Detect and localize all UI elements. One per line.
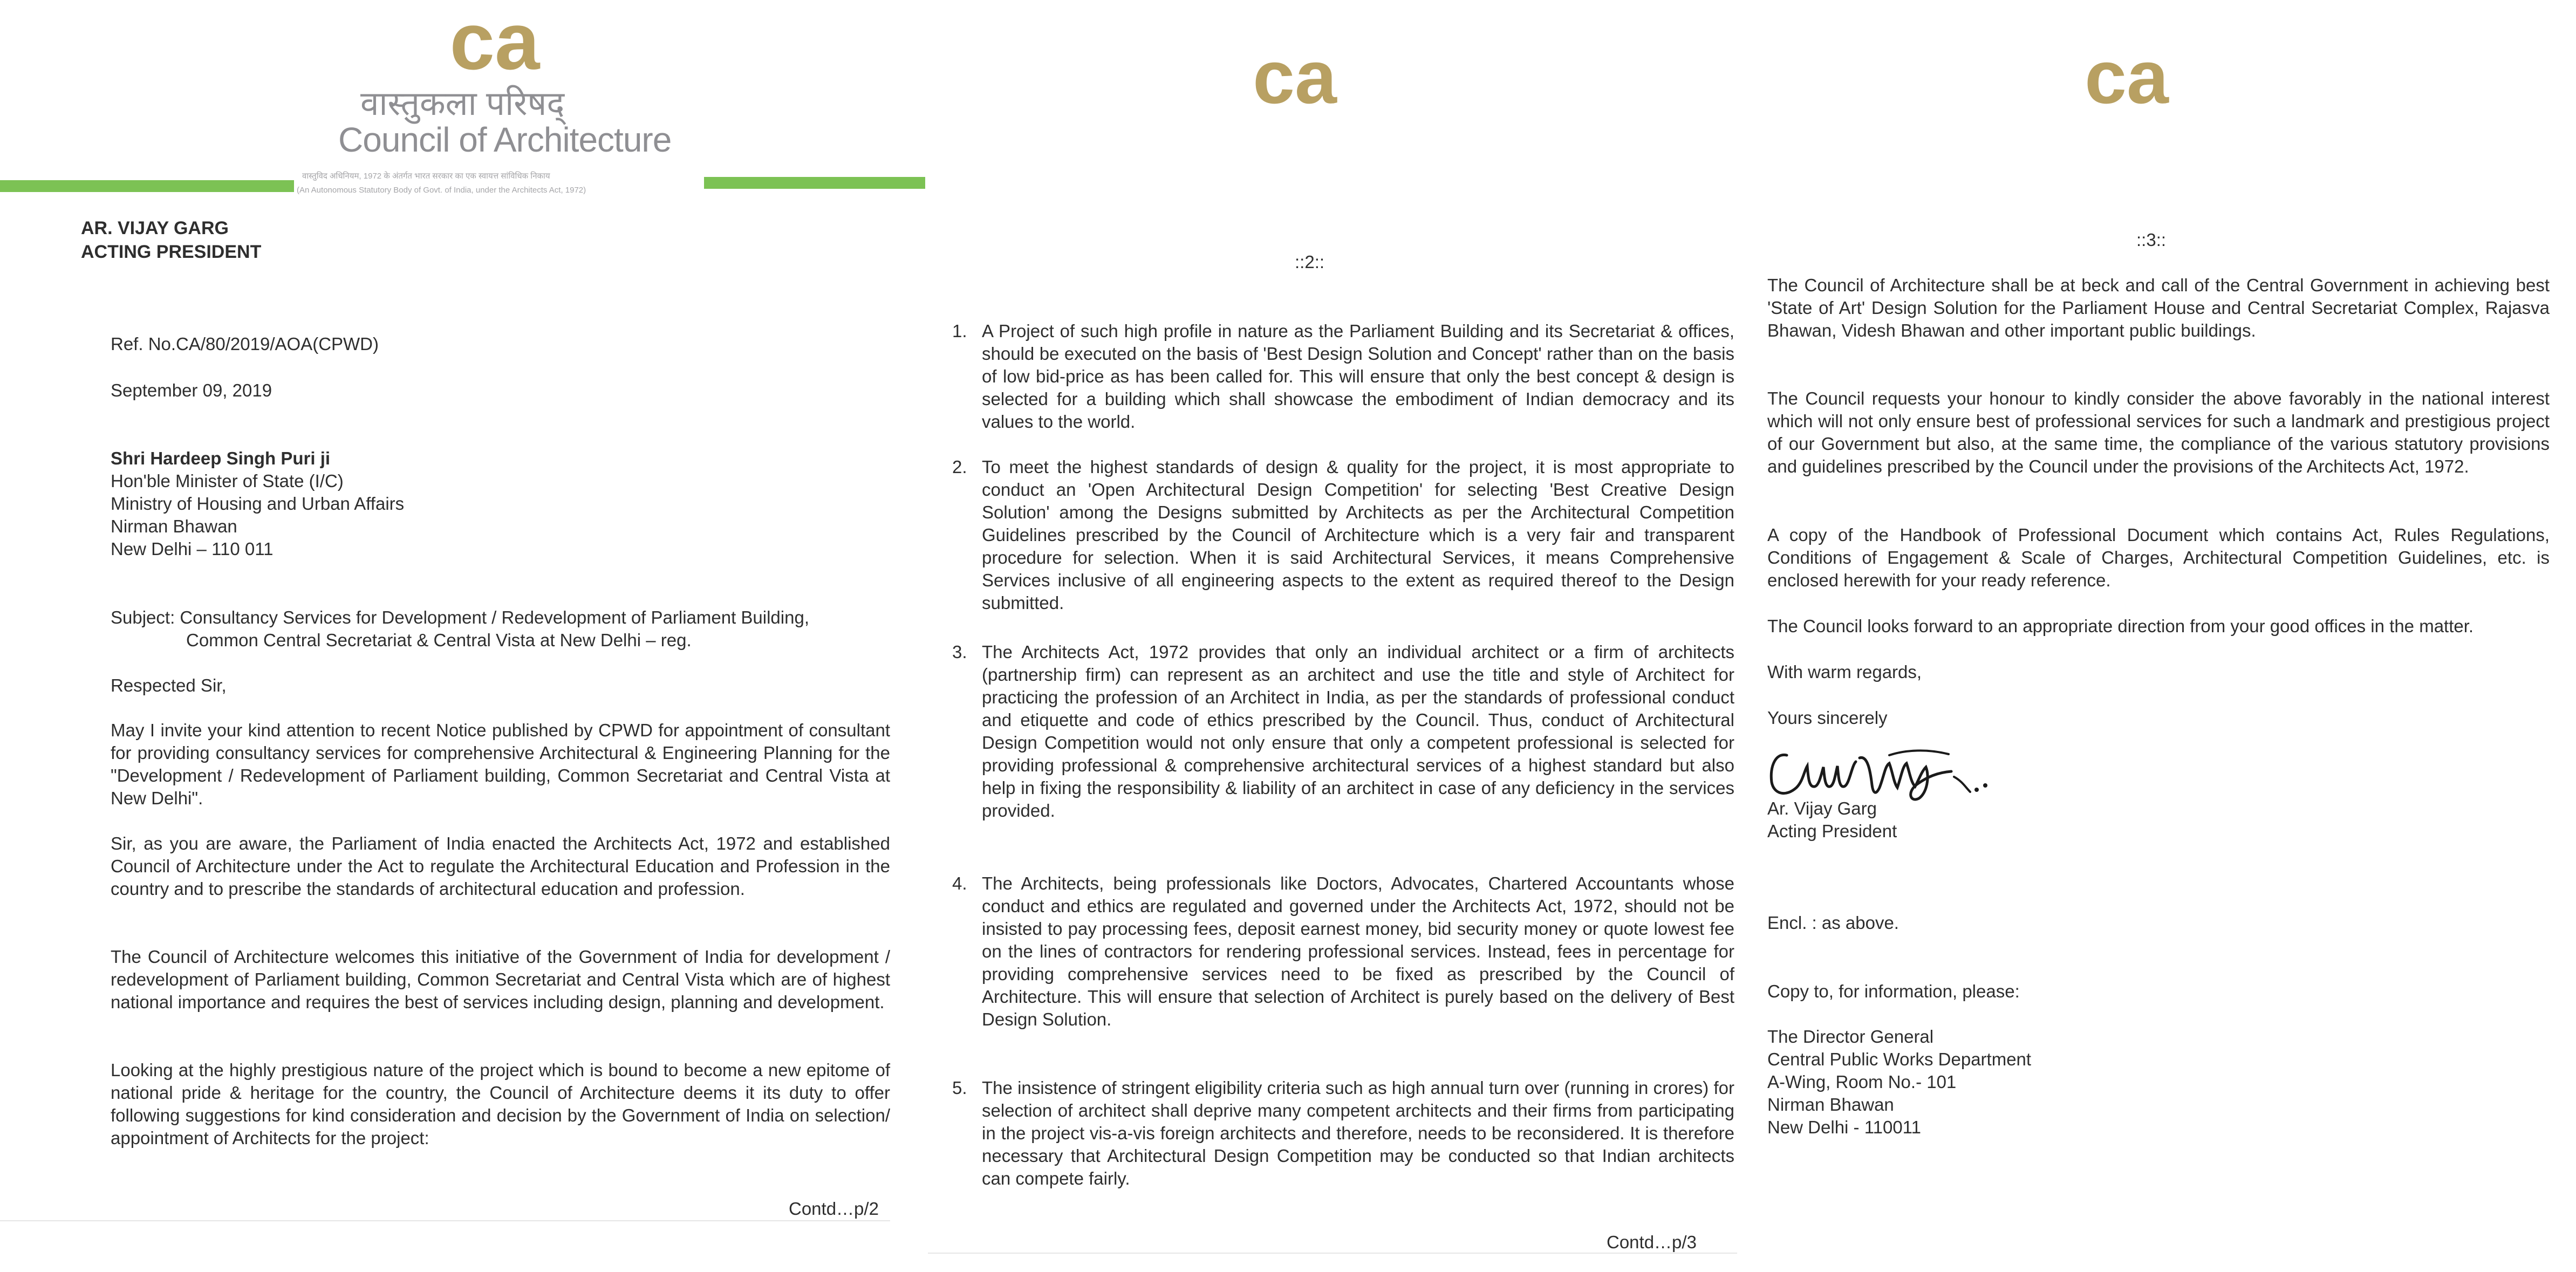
suggestion-2-number: 2.	[952, 457, 967, 477]
page-3-marker: ::3::	[2136, 230, 2167, 250]
suggestion-4-text: The Architects, being professionals like Doctors, Advocates, Chartered Accountants whose conduct and ethics are regulated and governed under the Architects Act, 1972, should not be insisted to pay processing fees, deposit earnest money, bid security money or quote lowest fee on the lines of contractors for rendering professional services. Instead, fees in percentage for providing comprehensive services need to be fixed as prescribed by the Council of Architecture. This will ensure that selection of Architect is purely based on the delivery of Best Design Solution.	[982, 873, 1734, 1029]
suggestion-4-number: 4.	[952, 873, 967, 893]
continued-page-2: Contd…p/2	[789, 1199, 879, 1219]
paragraph-architects-act: Sir, as you are aware, the Parliament of India enacted the Architects Act, 1972 and established Council of Architecture under the Act to regulate the Architectural Education and Profession in the country and to prescribe the standards of architectural education and profession.	[111, 833, 890, 899]
council-logo-page-3	[2067, 51, 2186, 111]
addressee-line-1: Hon'ble Minister of State (I/C)	[111, 471, 344, 491]
paragraph-welcome-initiative: The Council of Architecture welcomes this initiative of the Government of India for development / redevelopment of Parliament building, Common Secretariat and Central Vista which are of highest national importance and requires the best of services including design, planning and development.	[111, 947, 890, 1012]
letter-date: September 09, 2019	[111, 380, 272, 400]
letter-page-2	[928, 0, 1753, 1272]
page-1-bottom-rule	[0, 1220, 890, 1221]
enclosure-note: Encl. : as above.	[1767, 913, 1899, 933]
sender-name: AR. VIJAY GARG	[81, 218, 229, 238]
paragraph-looks-forward: The Council looks forward to an appropriate direction from your good offices in the matter.	[1767, 616, 2474, 636]
council-tagline-hindi: वास्तुविद अधिनियम, 1972 के अंतर्गत भारत सरकार का एक स्वायत्त सांविधिक निकाय	[302, 172, 550, 181]
paragraph-request: The Council requests your honour to kindly consider the above favorably in the national interest which will not only ensure best of professional services for such a landmark and prestigious project of our Government but also, at the same time, the compliance of the various statutory provisions and guidelines prescribed by the Council under the provisions of the Architects Act, 1972.	[1767, 388, 2550, 476]
suggestion-5-number: 5.	[952, 1078, 967, 1098]
paragraph-handbook: A copy of the Handbook of Professional Document which contains Act, Rules Regulations, Conditions of Engagement & Scale of Charges, Architectural Competition Guidelines, etc. is enclosed herewith for your ready reference.	[1767, 525, 2550, 590]
suggestion-3-text: The Architects Act, 1972 provides that only an individual architect or a firm of architects (partnership firm) can represent as an architect and use the title and style of Architect for practicing the profession of an Architect in India, as per the standards of professional conduct and etiquette and code of ethics prescribed by the Council. Thus, conduct of Architectural Design Competition would not only ensure that only a competent professional is selected for providing professional & comprehensive architectural services of a highest standard but also help in fixing the responsibility & liability of an architect in case of any deficiency in the services provided.	[982, 642, 1734, 820]
subject-line-2: Common Central Secretariat & Central Vista at New Delhi – reg.	[186, 630, 692, 650]
letter-page-1	[0, 0, 928, 1272]
cc-line-1: The Director General	[1767, 1027, 1934, 1047]
logo-ca-mark-page-3: ca	[2085, 51, 2169, 111]
sender-title: ACTING PRESIDENT	[81, 242, 262, 262]
logo-ca-mark: ca	[449, 15, 540, 77]
reference-number: Ref. No.CA/80/2019/AOA(CPWD)	[111, 334, 379, 354]
suggestion-2-text: To meet the highest standards of design & quality for the project, it is most appropriate to conduct an 'Open Architectural Design Competition' for selecting 'Best Creative Design Solution' among the Designs submitted by Architects as per the Architectural Competition Guidelines prescribed by the Council of Architecture which is a very fair and transparent procedure for selection. When it is said Architectural Services, it means Comprehensive Services inclusive of all engineering aspects to the extent as required thereof to the Design submitted.	[982, 457, 1734, 613]
paragraph-notice: May I invite your kind attention to recent Notice published by CPWD for appointment of consultant for providing consultancy services for comprehensive Architectural & Engineering Planning for the "Development / Redevelopment of Parliament building, Common Secretariat and Central Vista at New Delhi".	[111, 720, 890, 808]
council-hindi-name: वास्तुकला परिषद्	[360, 85, 565, 122]
paragraph-suggestions-intro: Looking at the highly prestigious nature of the project which is bound to become a new epitome of national pride & heritage for the country, the Council of Architecture deems it its duty to offer following suggestions for kind consideration and decision by the Government of India on selection/ appointment of Architects for the project:	[111, 1060, 890, 1148]
cc-line-4: Nirman Bhawan	[1767, 1095, 1894, 1114]
copy-to-heading: Copy to, for information, please:	[1767, 981, 2020, 1001]
logo-ca-mark-page-2: ca	[1253, 51, 1337, 111]
suggestion-5-text: The insistence of stringent eligibility criteria such as high annual turn over (running in crores) for selection of architect shall deprive many competent architects and their firms from participating in the project vis-a-vis foreign architects and therefore, needs to be reconsidered. It is therefore necessary that Architectural Design Competition may be conducted so that Indian architects can compete fairly.	[982, 1078, 1734, 1188]
letterhead-green-bar-left	[0, 180, 294, 192]
closing-yours-sincerely: Yours sincerely	[1767, 708, 1888, 728]
addressee-line-2: Ministry of Housing and Urban Affairs	[111, 494, 405, 514]
council-logo-page-2	[1235, 51, 1354, 111]
signatory-title: Acting President	[1767, 821, 1897, 841]
page-2-marker: ::2::	[1295, 252, 1325, 272]
continued-page-3: Contd…p/3	[1607, 1232, 1697, 1252]
paragraph-beck-and-call: The Council of Architecture shall be at beck and call of the Central Government in achieving best 'State of Art' Design Solution for the Parliament House and Central Secretariat Complex, Rajasva Bhawan, Videsh Bhawan and other important public buildings.	[1767, 275, 2550, 340]
suggestion-1-number: 1.	[952, 321, 967, 341]
subject-line-1: Subject: Consultancy Services for Development / Redevelopment of Parliament Building,	[111, 607, 809, 627]
council-english-name: Council of Architecture	[338, 120, 672, 159]
addressee-line-3: Nirman Bhawan	[111, 516, 237, 536]
letterhead-green-bar-right	[704, 177, 925, 189]
council-logo	[438, 15, 551, 77]
suggestion-1-text: A Project of such high profile in nature as the Parliament Building and its Secretariat & offices, should be executed on the basis of 'Best Design Solution and Concept' rather than on the basis of low bid-price as has been called for. This will ensure that only the best concept & design is selected for a building which shall showcase the embodiment of Indian democracy and its values to the world.	[982, 321, 1734, 432]
suggestion-3-number: 3.	[952, 642, 967, 662]
cc-line-2: Central Public Works Department	[1767, 1049, 2032, 1069]
cc-line-5: New Delhi - 110011	[1767, 1117, 1921, 1137]
council-tagline-english: (An Autonomous Statutory Body of Govt. of India, under the Architects Act, 1972)	[297, 186, 586, 195]
addressee-line-4: New Delhi – 110 011	[111, 539, 274, 559]
closing-regards: With warm regards,	[1767, 662, 1922, 682]
salutation: Respected Sir,	[111, 675, 227, 695]
signatory-name: Ar. Vijay Garg	[1767, 798, 1877, 818]
letter-page-3	[1759, 0, 2576, 1272]
cc-line-3: A-Wing, Room No.- 101	[1767, 1072, 1957, 1092]
addressee-name: Shri Hardeep Singh Puri ji	[111, 448, 331, 468]
